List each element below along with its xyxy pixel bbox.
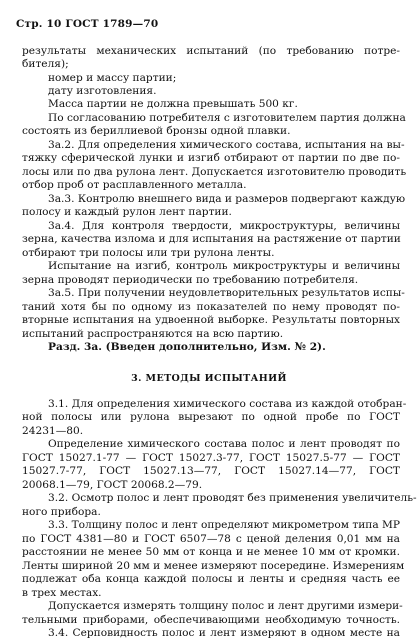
- page-header: Стр. 10 ГОСТ 1789—70: [16, 18, 159, 30]
- text-line: таний хотя бы по одному из показателей по нему проводят по-: [22, 301, 400, 313]
- text-line: ного прибора.: [22, 506, 101, 518]
- text-line: полосу и каждый рулон лент партии.: [22, 206, 232, 218]
- text-line: зерна, качества излома и для испытания на растяжение от партии: [22, 233, 401, 245]
- text-line: состоять из бериллиевой бронзы одной плавки.: [22, 125, 291, 137]
- text-line: отбирают три полосы или три рулона ленты.: [22, 247, 275, 259]
- text-line: подлежат оба конца каждой полосы и ленты и средняя часть ее: [22, 573, 400, 585]
- text-line: Ленты шириной 20 мм и менее измеряют посередине. Измерениям: [22, 560, 405, 572]
- text-line: Определение химического состава полос и лент проводят по: [48, 438, 400, 450]
- section-title: 3. МЕТОДЫ ИСПЫТАНИЙ: [131, 373, 287, 384]
- text-line: 24231—80.: [22, 425, 84, 437]
- text-line: дату изготовления.: [48, 85, 157, 97]
- text-line: Допускается измерять толщину полос и лент другими измери-: [48, 600, 403, 612]
- text-line: вторные испытания на удвоенной выборке. Результаты повторных: [22, 314, 400, 326]
- text-line: номер и массу партии;: [48, 72, 177, 84]
- text-line: бителя);: [22, 58, 69, 70]
- text-line: 3а.5. При получении неудовлетворительных результатов испы-: [48, 287, 405, 299]
- text-line: Испытание на изгиб, контроль микроструктуры и величины: [48, 260, 400, 272]
- text-line: по ГОСТ 4381—80 и ГОСТ 6507—78 с ценой деления 0,01 мм на: [22, 533, 400, 545]
- text-line: 3.3. Толщину полос и лент определяют микрометром типа МР: [48, 519, 400, 531]
- text-line: 3.4. Серповидность полос и лент измеряют в одном месте на: [48, 627, 400, 639]
- text-line: в трех местах.: [22, 587, 102, 599]
- text-line: 15027.7-77, ГОСТ 15027.13—77, ГОСТ 15027.14—77, ГОСТ: [22, 465, 400, 477]
- amendment-note: Разд. 3а. (Введен дополнительно, Изм. № 2).: [48, 341, 326, 353]
- text-line: 20068.1—79, ГОСТ 20068.2—79.: [22, 479, 203, 491]
- text-line: отбор проб от расплавленного металла.: [22, 179, 247, 191]
- text-line: 3.2. Осмотр полос и лент проводят без применения увеличитель-: [48, 492, 417, 504]
- text-line: испытаний распространяются на всю партию.: [22, 328, 284, 340]
- text-line: 3а.3. Контролю внешнего вида и размеров подвергают каждую: [48, 193, 406, 205]
- text-line: 3а.2. Для определения химического состава, испытания на вы-: [48, 139, 405, 151]
- text-line: Масса партии не должна превышать 500 кг.: [48, 98, 298, 110]
- text-line: лосы или по два рулона лент. Допускается изготовителю проводить: [22, 166, 407, 178]
- text-line: тельными приборами, обеспечивающими необходимую точность.: [22, 614, 400, 626]
- text-line: расстоянии не менее 50 мм от конца и не менее 10 мм от кромки.: [22, 546, 400, 558]
- text-line: ГОСТ 15027.1-77 — ГОСТ 15027.3-77, ГОСТ 15027.5-77 — ГОСТ: [22, 452, 400, 464]
- text-line: ной полосы или рулона вырезают по одной пробе по ГОСТ: [22, 411, 400, 423]
- text-line: По согласованию потребителя с изготовителем партия должна: [48, 112, 406, 124]
- text-line: тяжку сферической лунки и изгиб отбирают от партии по две по-: [22, 152, 400, 164]
- text-line: 3.1. Для определения химического состава из каждой отобран-: [48, 398, 407, 410]
- text-line: зерна проводят периодически по требованию потребителя.: [22, 274, 359, 286]
- text-line: результаты механических испытаний (по требованию потре-: [22, 45, 400, 57]
- text-line: 3а.4. Для контроля твердости, микроструктуры, величины: [48, 220, 400, 232]
